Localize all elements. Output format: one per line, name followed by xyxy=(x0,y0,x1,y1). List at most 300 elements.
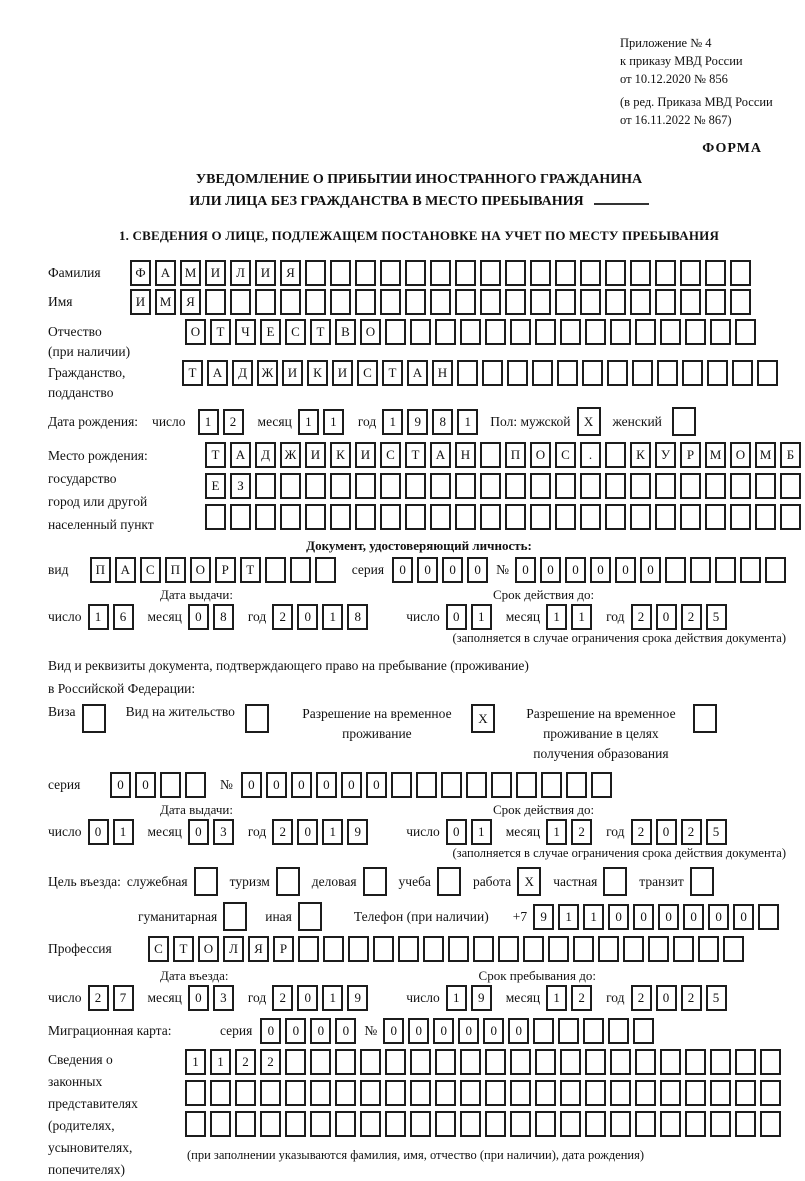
char-cell[interactable]: 0 xyxy=(335,1018,356,1044)
char-cell[interactable] xyxy=(276,867,300,896)
char-cell[interactable]: 0 xyxy=(515,557,536,583)
char-cell[interactable] xyxy=(632,360,653,386)
char-cell[interactable] xyxy=(510,1080,531,1106)
char-cell[interactable]: Ч xyxy=(235,319,256,345)
char-cell[interactable] xyxy=(460,319,481,345)
char-cell[interactable]: 1 xyxy=(185,1049,206,1075)
char-cell[interactable]: 0 xyxy=(656,604,677,630)
birth-place-row-2[interactable] xyxy=(205,473,805,499)
purpose-official-checkbox[interactable] xyxy=(194,867,222,896)
char-cell[interactable] xyxy=(235,1080,256,1106)
char-cell[interactable] xyxy=(491,772,512,798)
birth-month-boxes[interactable] xyxy=(298,409,348,435)
char-cell[interactable]: 0 xyxy=(615,557,636,583)
char-cell[interactable]: О xyxy=(360,319,381,345)
char-cell[interactable]: 2 xyxy=(681,819,702,845)
char-cell[interactable]: З xyxy=(230,473,251,499)
char-cell[interactable] xyxy=(755,473,776,499)
char-cell[interactable] xyxy=(530,260,551,286)
char-cell[interactable] xyxy=(685,1080,706,1106)
char-cell[interactable]: О xyxy=(530,442,551,468)
char-cell[interactable]: 1 xyxy=(382,409,403,435)
char-cell[interactable] xyxy=(732,360,753,386)
char-cell[interactable]: 0 xyxy=(733,904,754,930)
char-cell[interactable]: 1 xyxy=(88,604,109,630)
identity-issue-month[interactable] xyxy=(188,604,238,630)
char-cell[interactable]: И xyxy=(305,442,326,468)
char-cell[interactable] xyxy=(560,1111,581,1137)
char-cell[interactable] xyxy=(430,473,451,499)
char-cell[interactable] xyxy=(610,1049,631,1075)
char-cell[interactable]: М xyxy=(155,289,176,315)
char-cell[interactable] xyxy=(348,936,369,962)
char-cell[interactable]: 0 xyxy=(446,819,467,845)
char-cell[interactable] xyxy=(245,704,269,733)
char-cell[interactable] xyxy=(510,1049,531,1075)
char-cell[interactable]: 9 xyxy=(533,904,554,930)
char-cell[interactable]: Т xyxy=(382,360,403,386)
char-cell[interactable] xyxy=(530,473,551,499)
residence-issue-day[interactable] xyxy=(88,819,138,845)
char-cell[interactable] xyxy=(505,289,526,315)
char-cell[interactable]: 0 xyxy=(341,772,362,798)
entry-year[interactable] xyxy=(272,985,372,1011)
char-cell[interactable] xyxy=(648,936,669,962)
char-cell[interactable] xyxy=(335,1049,356,1075)
char-cell[interactable] xyxy=(560,319,581,345)
char-cell[interactable]: С xyxy=(380,442,401,468)
char-cell[interactable] xyxy=(505,260,526,286)
identity-issue-year[interactable] xyxy=(272,604,372,630)
char-cell[interactable]: 1 xyxy=(471,604,492,630)
char-cell[interactable]: Т xyxy=(310,319,331,345)
identity-valid-year[interactable] xyxy=(631,604,731,630)
char-cell[interactable]: 9 xyxy=(471,985,492,1011)
char-cell[interactable] xyxy=(580,289,601,315)
char-cell[interactable] xyxy=(735,319,756,345)
char-cell[interactable]: 0 xyxy=(417,557,438,583)
char-cell[interactable] xyxy=(310,1111,331,1137)
char-cell[interactable]: М xyxy=(705,442,726,468)
char-cell[interactable]: 3 xyxy=(213,819,234,845)
char-cell[interactable]: О xyxy=(730,442,751,468)
char-cell[interactable] xyxy=(698,936,719,962)
char-cell[interactable] xyxy=(760,1049,781,1075)
char-cell[interactable] xyxy=(435,1111,456,1137)
char-cell[interactable] xyxy=(710,1049,731,1075)
char-cell[interactable]: Р xyxy=(273,936,294,962)
char-cell[interactable]: О xyxy=(190,557,211,583)
char-cell[interactable] xyxy=(310,1080,331,1106)
char-cell[interactable]: 1 xyxy=(583,904,604,930)
char-cell[interactable]: Л xyxy=(223,936,244,962)
char-cell[interactable]: С xyxy=(357,360,378,386)
char-cell[interactable] xyxy=(580,473,601,499)
char-cell[interactable] xyxy=(423,936,444,962)
char-cell[interactable] xyxy=(623,936,644,962)
doc-series-boxes[interactable] xyxy=(392,557,492,583)
char-cell[interactable] xyxy=(410,319,431,345)
char-cell[interactable]: 1 xyxy=(546,819,567,845)
purpose-tourism-checkbox[interactable] xyxy=(276,867,304,896)
char-cell[interactable]: 0 xyxy=(433,1018,454,1044)
char-cell[interactable]: Т xyxy=(182,360,203,386)
char-cell[interactable] xyxy=(610,1080,631,1106)
char-cell[interactable] xyxy=(455,289,476,315)
char-cell[interactable] xyxy=(635,319,656,345)
char-cell[interactable] xyxy=(82,704,106,733)
char-cell[interactable] xyxy=(585,1111,606,1137)
char-cell[interactable] xyxy=(760,1111,781,1137)
char-cell[interactable]: О xyxy=(185,319,206,345)
char-cell[interactable] xyxy=(335,1111,356,1137)
char-cell[interactable] xyxy=(185,1111,206,1137)
char-cell[interactable] xyxy=(605,504,626,530)
char-cell[interactable] xyxy=(610,1111,631,1137)
char-cell[interactable]: 0 xyxy=(656,985,677,1011)
char-cell[interactable]: 0 xyxy=(88,819,109,845)
char-cell[interactable] xyxy=(194,867,218,896)
char-cell[interactable] xyxy=(363,867,387,896)
char-cell[interactable]: С xyxy=(140,557,161,583)
char-cell[interactable]: Б xyxy=(780,442,801,468)
identity-issue-day[interactable] xyxy=(88,604,138,630)
char-cell[interactable] xyxy=(715,557,736,583)
char-cell[interactable] xyxy=(385,1111,406,1137)
char-cell[interactable] xyxy=(405,504,426,530)
char-cell[interactable]: С xyxy=(148,936,169,962)
residence-valid-year[interactable] xyxy=(631,819,731,845)
char-cell[interactable] xyxy=(635,1080,656,1106)
char-cell[interactable]: 0 xyxy=(188,604,209,630)
char-cell[interactable] xyxy=(693,704,717,733)
char-cell[interactable] xyxy=(480,260,501,286)
char-cell[interactable]: 0 xyxy=(266,772,287,798)
char-cell[interactable]: 5 xyxy=(706,604,727,630)
char-cell[interactable] xyxy=(573,936,594,962)
temp-residence-checkbox[interactable] xyxy=(471,704,499,733)
char-cell[interactable] xyxy=(416,772,437,798)
char-cell[interactable]: 1 xyxy=(457,409,478,435)
entry-day[interactable] xyxy=(88,985,138,1011)
residence-valid-month[interactable] xyxy=(546,819,596,845)
char-cell[interactable] xyxy=(235,1111,256,1137)
char-cell[interactable] xyxy=(605,473,626,499)
char-cell[interactable]: Я xyxy=(280,260,301,286)
sex-male-checkbox[interactable] xyxy=(577,407,605,436)
char-cell[interactable] xyxy=(330,289,351,315)
char-cell[interactable] xyxy=(705,504,726,530)
char-cell[interactable] xyxy=(630,473,651,499)
char-cell[interactable] xyxy=(505,504,526,530)
char-cell[interactable] xyxy=(685,319,706,345)
char-cell[interactable] xyxy=(523,936,544,962)
char-cell[interactable] xyxy=(505,473,526,499)
char-cell[interactable] xyxy=(380,260,401,286)
char-cell[interactable]: 0 xyxy=(508,1018,529,1044)
char-cell[interactable]: 1 xyxy=(446,985,467,1011)
char-cell[interactable]: 0 xyxy=(608,904,629,930)
char-cell[interactable] xyxy=(510,319,531,345)
char-cell[interactable] xyxy=(705,260,726,286)
char-cell[interactable] xyxy=(541,772,562,798)
char-cell[interactable]: 0 xyxy=(408,1018,429,1044)
char-cell[interactable] xyxy=(290,557,311,583)
char-cell[interactable] xyxy=(380,289,401,315)
char-cell[interactable] xyxy=(580,260,601,286)
char-cell[interactable] xyxy=(585,319,606,345)
char-cell[interactable]: 0 xyxy=(297,985,318,1011)
char-cell[interactable]: 0 xyxy=(590,557,611,583)
char-cell[interactable]: 0 xyxy=(297,604,318,630)
char-cell[interactable]: К xyxy=(330,442,351,468)
migration-series-boxes[interactable] xyxy=(260,1018,360,1044)
char-cell[interactable]: 1 xyxy=(558,904,579,930)
char-cell[interactable] xyxy=(682,360,703,386)
char-cell[interactable] xyxy=(635,1111,656,1137)
identity-valid-month[interactable] xyxy=(546,604,596,630)
char-cell[interactable]: А xyxy=(207,360,228,386)
char-cell[interactable]: Е xyxy=(205,473,226,499)
char-cell[interactable] xyxy=(516,772,537,798)
char-cell[interactable]: 0 xyxy=(656,819,677,845)
char-cell[interactable] xyxy=(485,1049,506,1075)
char-cell[interactable]: 0 xyxy=(383,1018,404,1044)
char-cell[interactable] xyxy=(405,289,426,315)
char-cell[interactable] xyxy=(591,772,612,798)
name-boxes[interactable] xyxy=(130,289,755,315)
char-cell[interactable] xyxy=(160,772,181,798)
char-cell[interactable]: 5 xyxy=(706,985,727,1011)
char-cell[interactable]: Ж xyxy=(280,442,301,468)
char-cell[interactable]: 0 xyxy=(565,557,586,583)
char-cell[interactable]: Р xyxy=(215,557,236,583)
char-cell[interactable]: 1 xyxy=(298,409,319,435)
char-cell[interactable] xyxy=(630,504,651,530)
birth-day-boxes[interactable] xyxy=(198,409,248,435)
char-cell[interactable]: 0 xyxy=(683,904,704,930)
char-cell[interactable] xyxy=(533,1018,554,1044)
entry-month[interactable] xyxy=(188,985,238,1011)
char-cell[interactable] xyxy=(437,867,461,896)
char-cell[interactable]: 2 xyxy=(571,985,592,1011)
char-cell[interactable] xyxy=(305,289,326,315)
stay-month[interactable] xyxy=(546,985,596,1011)
char-cell[interactable] xyxy=(603,867,627,896)
identity-valid-day[interactable] xyxy=(446,604,496,630)
char-cell[interactable] xyxy=(730,289,751,315)
char-cell[interactable]: 2 xyxy=(260,1049,281,1075)
char-cell[interactable]: 8 xyxy=(347,604,368,630)
char-cell[interactable] xyxy=(285,1111,306,1137)
char-cell[interactable] xyxy=(530,504,551,530)
char-cell[interactable]: А xyxy=(155,260,176,286)
char-cell[interactable] xyxy=(210,1111,231,1137)
char-cell[interactable] xyxy=(635,1049,656,1075)
char-cell[interactable] xyxy=(480,473,501,499)
char-cell[interactable] xyxy=(460,1111,481,1137)
char-cell[interactable]: Д xyxy=(232,360,253,386)
char-cell[interactable]: Т xyxy=(240,557,261,583)
char-cell[interactable] xyxy=(457,360,478,386)
char-cell[interactable] xyxy=(485,1080,506,1106)
char-cell[interactable] xyxy=(455,260,476,286)
char-cell[interactable] xyxy=(535,1080,556,1106)
char-cell[interactable] xyxy=(680,260,701,286)
char-cell[interactable]: 2 xyxy=(272,985,293,1011)
char-cell[interactable]: 0 xyxy=(110,772,131,798)
migration-number-boxes[interactable] xyxy=(383,1018,658,1044)
char-cell[interactable]: 7 xyxy=(113,985,134,1011)
char-cell[interactable]: 0 xyxy=(188,985,209,1011)
purpose-work-checkbox[interactable] xyxy=(517,867,545,896)
char-cell[interactable]: X xyxy=(577,407,601,436)
char-cell[interactable] xyxy=(373,936,394,962)
char-cell[interactable]: П xyxy=(165,557,186,583)
char-cell[interactable] xyxy=(435,319,456,345)
char-cell[interactable] xyxy=(660,1080,681,1106)
char-cell[interactable]: X xyxy=(471,704,495,733)
char-cell[interactable] xyxy=(230,289,251,315)
char-cell[interactable]: 0 xyxy=(310,1018,331,1044)
char-cell[interactable] xyxy=(560,1080,581,1106)
char-cell[interactable] xyxy=(723,936,744,962)
char-cell[interactable] xyxy=(385,1080,406,1106)
char-cell[interactable]: Т xyxy=(405,442,426,468)
purpose-private-checkbox[interactable] xyxy=(603,867,631,896)
birth-year-boxes[interactable] xyxy=(382,409,482,435)
char-cell[interactable]: . xyxy=(580,442,601,468)
char-cell[interactable] xyxy=(355,473,376,499)
char-cell[interactable] xyxy=(555,260,576,286)
char-cell[interactable] xyxy=(466,772,487,798)
char-cell[interactable] xyxy=(360,1111,381,1137)
char-cell[interactable] xyxy=(555,473,576,499)
char-cell[interactable] xyxy=(605,442,626,468)
char-cell[interactable] xyxy=(298,902,322,931)
char-cell[interactable] xyxy=(430,289,451,315)
char-cell[interactable] xyxy=(298,936,319,962)
char-cell[interactable] xyxy=(673,936,694,962)
char-cell[interactable] xyxy=(265,557,286,583)
char-cell[interactable]: И xyxy=(255,260,276,286)
char-cell[interactable]: Т xyxy=(205,442,226,468)
char-cell[interactable] xyxy=(441,772,462,798)
char-cell[interactable] xyxy=(690,867,714,896)
char-cell[interactable]: 9 xyxy=(347,985,368,1011)
char-cell[interactable]: И xyxy=(355,442,376,468)
char-cell[interactable]: 9 xyxy=(407,409,428,435)
residence-issue-month[interactable] xyxy=(188,819,238,845)
char-cell[interactable] xyxy=(482,360,503,386)
char-cell[interactable]: 0 xyxy=(446,604,467,630)
char-cell[interactable] xyxy=(585,1049,606,1075)
char-cell[interactable]: 0 xyxy=(366,772,387,798)
char-cell[interactable]: 0 xyxy=(483,1018,504,1044)
char-cell[interactable]: 0 xyxy=(658,904,679,930)
char-cell[interactable] xyxy=(730,504,751,530)
char-cell[interactable] xyxy=(730,473,751,499)
char-cell[interactable] xyxy=(280,473,301,499)
char-cell[interactable]: Т xyxy=(173,936,194,962)
char-cell[interactable] xyxy=(355,260,376,286)
char-cell[interactable] xyxy=(355,289,376,315)
char-cell[interactable]: 1 xyxy=(210,1049,231,1075)
char-cell[interactable] xyxy=(657,360,678,386)
char-cell[interactable] xyxy=(730,260,751,286)
char-cell[interactable] xyxy=(780,473,801,499)
purpose-transit-checkbox[interactable] xyxy=(690,867,718,896)
char-cell[interactable] xyxy=(582,360,603,386)
char-cell[interactable] xyxy=(280,504,301,530)
char-cell[interactable] xyxy=(485,319,506,345)
char-cell[interactable] xyxy=(255,289,276,315)
char-cell[interactable] xyxy=(485,1111,506,1137)
char-cell[interactable] xyxy=(660,319,681,345)
char-cell[interactable] xyxy=(385,1049,406,1075)
stay-year[interactable] xyxy=(631,985,731,1011)
char-cell[interactable]: 2 xyxy=(631,819,652,845)
residence-permit-checkbox[interactable] xyxy=(245,704,273,733)
char-cell[interactable] xyxy=(555,289,576,315)
char-cell[interactable]: К xyxy=(307,360,328,386)
char-cell[interactable] xyxy=(605,289,626,315)
char-cell[interactable] xyxy=(655,289,676,315)
patronymic-boxes[interactable] xyxy=(185,319,760,345)
char-cell[interactable]: 1 xyxy=(323,409,344,435)
birth-place-row-3[interactable] xyxy=(205,504,805,530)
char-cell[interactable] xyxy=(585,1080,606,1106)
char-cell[interactable]: 5 xyxy=(706,819,727,845)
char-cell[interactable]: А xyxy=(430,442,451,468)
char-cell[interactable]: П xyxy=(505,442,526,468)
char-cell[interactable] xyxy=(305,473,326,499)
char-cell[interactable] xyxy=(380,473,401,499)
temp-residence-education-checkbox[interactable] xyxy=(693,704,721,733)
residence-series-boxes[interactable] xyxy=(110,772,210,798)
char-cell[interactable] xyxy=(285,1049,306,1075)
char-cell[interactable]: Е xyxy=(260,319,281,345)
char-cell[interactable] xyxy=(305,504,326,530)
char-cell[interactable]: Р xyxy=(680,442,701,468)
char-cell[interactable]: 0 xyxy=(458,1018,479,1044)
char-cell[interactable] xyxy=(755,504,776,530)
char-cell[interactable]: 0 xyxy=(285,1018,306,1044)
char-cell[interactable]: 3 xyxy=(213,985,234,1011)
char-cell[interactable] xyxy=(430,260,451,286)
char-cell[interactable] xyxy=(633,1018,654,1044)
profession-boxes[interactable] xyxy=(148,936,748,962)
char-cell[interactable] xyxy=(435,1049,456,1075)
char-cell[interactable] xyxy=(510,1111,531,1137)
char-cell[interactable]: 0 xyxy=(241,772,262,798)
char-cell[interactable] xyxy=(566,772,587,798)
char-cell[interactable]: 0 xyxy=(467,557,488,583)
char-cell[interactable]: 2 xyxy=(631,985,652,1011)
char-cell[interactable]: Л xyxy=(230,260,251,286)
char-cell[interactable]: Т xyxy=(210,319,231,345)
char-cell[interactable]: И xyxy=(282,360,303,386)
char-cell[interactable]: И xyxy=(130,289,151,315)
char-cell[interactable] xyxy=(532,360,553,386)
char-cell[interactable] xyxy=(410,1049,431,1075)
char-cell[interactable] xyxy=(380,504,401,530)
char-cell[interactable] xyxy=(710,1111,731,1137)
char-cell[interactable]: 1 xyxy=(198,409,219,435)
char-cell[interactable] xyxy=(405,260,426,286)
char-cell[interactable] xyxy=(660,1111,681,1137)
stay-day[interactable] xyxy=(446,985,496,1011)
